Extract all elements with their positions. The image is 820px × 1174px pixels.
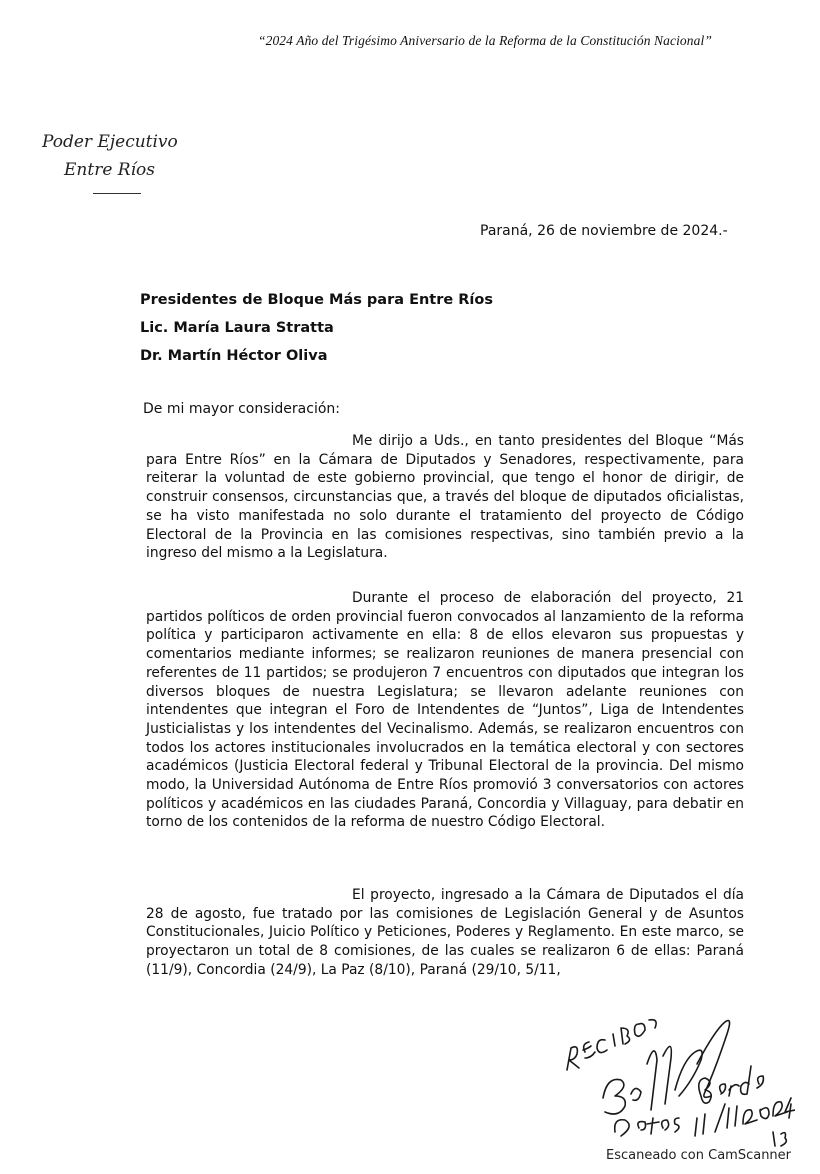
recipient-line: Dr. Martín Héctor Oliva — [140, 348, 328, 364]
paragraph-text: Me dirijo a Uds., en tanto presidentes del Bloque “Más para Entre Ríos” en la Cámara de Diputados y Senadores, respectivamente, para reiterar la voluntad de este gobierno provincial, que tengo el honor de dirigir, de construir consensos, circunstancias que, a través del bloque de diputados oficialistas, se ha visto manifestada no solo durante el tratamiento del proyecto de Código Electoral de la Provincia en las comisiones respectivas, sino también previo a la ingreso del mismo a la Legislatura. — [146, 433, 744, 562]
recipient-line: Presidentes de Bloque Más para Entre Ríos — [140, 292, 493, 308]
handwritten-signature — [555, 1000, 795, 1150]
letter-date: Paraná, 26 de noviembre de 2024.- — [480, 223, 728, 239]
letterhead-logo — [42, 128, 212, 184]
recipient-line: Lic. María Laura Stratta — [140, 320, 334, 336]
scanner-watermark: Escaneado con CamScanner — [606, 1148, 792, 1163]
logo-line-2: Entre Ríos — [64, 160, 155, 180]
header-motto: “2024 Año del Trigésimo Aniversario de la Reforma de la Constitución Nacional” — [258, 33, 712, 48]
body-paragraph — [146, 432, 744, 563]
body-paragraph — [146, 589, 744, 832]
recipient-block — [140, 286, 740, 370]
logo-line-1: Poder Ejecutivo — [42, 132, 178, 152]
salutation: De mi mayor consideración: — [143, 401, 340, 417]
logo-divider — [93, 193, 141, 194]
body-paragraph — [146, 886, 744, 980]
paragraph-text: El proyecto, ingresado a la Cámara de Diputados el día 28 de agosto, fue tratado por las comisiones de Legislación General y de Asuntos Constitucionales, Juicio Político y Peticiones, Poderes y Reglamento. En este marco, se proyectaron un total de 8 comisiones, de las cuales se realizaron 6 de ellas: Paraná (11/9), Concordia (24/9), La Paz (8/10), Paraná (29/10, 5/11, — [146, 887, 744, 978]
paragraph-text: Durante el proceso de elaboración del proyecto, 21 partidos políticos de orden provincial fueron convocados al lanzamiento de la reforma política y participaron activamente en ella: 8 de ellos elevaron sus propuestas y comentarios mediante informes; se realizaron reuniones de manera presencial con referentes de 11 partidos; se produjeron 7 encuentros con diputados que integran los diversos bloques de nuestra Legislatura; se llevaron adelante reuniones con intendentes que integran el Foro de Intendentes de “Juntos”, Liga de Intendentes Justicialistas y los intendentes del Vecinalismo. Además, se realizaron encuentros con todos los actores institucionales involucrados en la temática electoral y con sectores académicos (Justicia Electoral federal y Tribunal Electoral de la provincia. Del mismo modo, la Universidad Autónoma de Entre Ríos promovió 3 conversatorios con actores políticos y académicos en las ciudades Paraná, Concordia y Villaguay, para debatir en torno de los contenidos de la reforma de nuestro Código Electoral. — [146, 590, 744, 831]
